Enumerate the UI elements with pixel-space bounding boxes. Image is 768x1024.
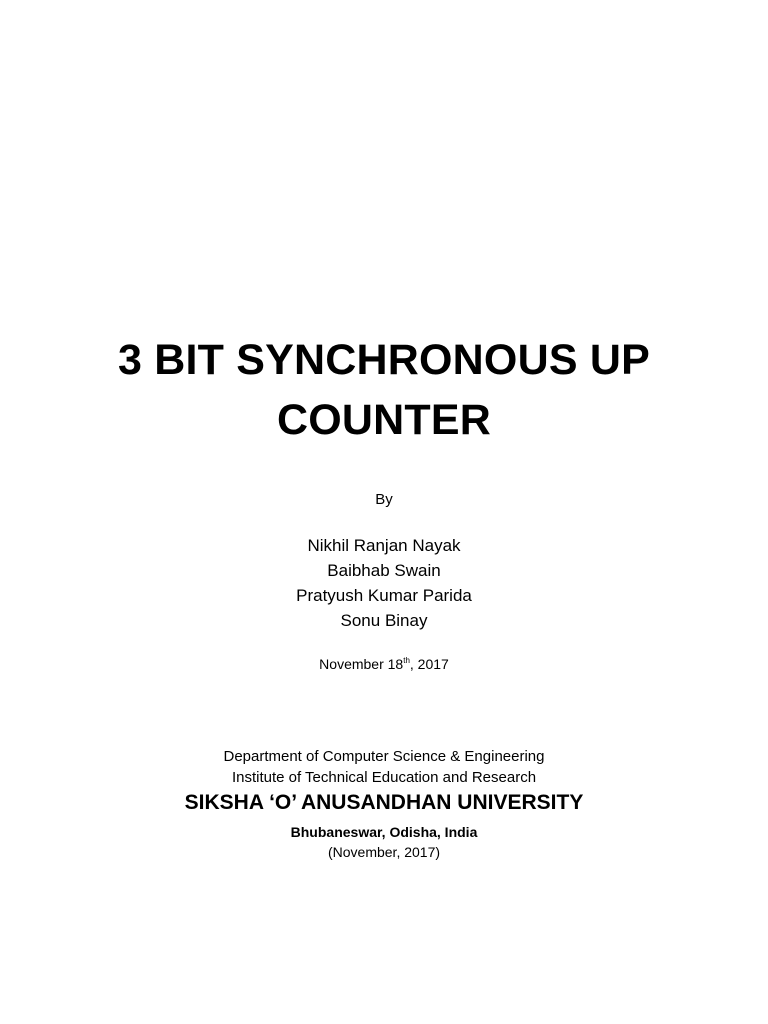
submission-date xyxy=(0,655,768,673)
publication-date: (November, 2017) xyxy=(327,844,441,860)
document-title-line-1: 3 BIT SYNCHRONOUS UP xyxy=(117,336,650,384)
author-name: Sonu Binay xyxy=(340,611,428,630)
university-name: SIKSHA ‘O’ ANUSANDHAN UNIVERSITY xyxy=(184,791,584,814)
date-month-day: November 18 xyxy=(319,656,404,672)
author-name: Baibhab Swain xyxy=(327,561,441,580)
date-ordinal-suffix: th xyxy=(403,656,410,665)
university-location: Bhubaneswar, Odisha, India xyxy=(290,824,478,840)
department-name: Department of Computer Science & Engineering xyxy=(223,748,545,765)
author-name: Nikhil Ranjan Nayak xyxy=(307,536,461,555)
author-name: Pratyush Kumar Parida xyxy=(296,586,472,605)
by-label: By xyxy=(375,491,393,508)
document-title-line-2: COUNTER xyxy=(276,396,491,444)
date-year: , 2017 xyxy=(409,656,449,672)
institute-name: Institute of Technical Education and Research xyxy=(231,769,537,786)
author-list xyxy=(0,533,768,633)
affiliation-block xyxy=(0,746,768,788)
